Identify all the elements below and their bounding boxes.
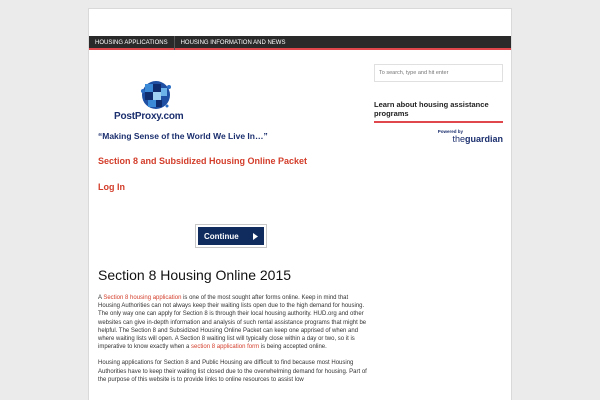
- sidebar: [374, 61, 503, 144]
- powered-by-label: Powered by: [437, 129, 463, 134]
- page-container: [88, 8, 512, 400]
- guardian-name: guardian: [464, 134, 503, 144]
- guardian-badge[interactable]: [374, 129, 503, 144]
- guardian-wordmark-text: [452, 134, 503, 144]
- sidebar-widget-title: Learn about housing assistance programs: [374, 100, 489, 118]
- site-logo[interactable]: [114, 79, 194, 125]
- intro-paragraph: [98, 294, 368, 351]
- logo-text: PostProxy.com: [114, 111, 184, 122]
- continue-button-frame: [195, 224, 267, 248]
- puzzle-globe-icon: [136, 79, 176, 113]
- guardian-the: the: [452, 134, 465, 144]
- nav-item-housing-applications[interactable]: HOUSING APPLICATIONS: [95, 40, 168, 46]
- second-paragraph: Housing applications for Section 8 and Public Housing are difficult to find because most Housing Authorities have to keep their waiting list closed due to the overwhelming demand for housing. Part of the purpose of this website is to provide links to online resources to assist low: [98, 360, 367, 383]
- site-tagline: “Making Sense of the World We Live In…”: [98, 131, 268, 141]
- main-nav: [89, 36, 512, 50]
- login-link[interactable]: Log In: [98, 182, 125, 192]
- arrow-right-icon: [253, 233, 258, 240]
- guardian-wordmark: [452, 134, 503, 144]
- main-content: [98, 57, 368, 384]
- continue-label: Continue: [204, 231, 239, 241]
- application-form-link[interactable]: section 8 application form: [191, 344, 260, 351]
- packet-link[interactable]: Section 8 and Subsidized Housing Online Packet: [98, 156, 308, 166]
- page-heading: Section 8 Housing Online 2015: [98, 267, 292, 283]
- sidebar-title-rule: [374, 121, 503, 123]
- continue-button[interactable]: [198, 227, 264, 245]
- intro-text-a: A: [98, 295, 104, 301]
- intro-text-c: is being accepted online.: [259, 344, 327, 351]
- intro-text-b: is one of the most sought after forms online. Keep in mind that Housing Authorities can not always keep their waiting lists open due to the high demand for housing. The only way one can apply for Section 8 is through their local housing authority. HUD.org and other websites can give in-depth information and analysis of such rental assistance programs that might be helpful. The Section 8 and Subsidized Housing Online Packet can keep one apprised of when and where waiting lists will open. A Section 8 waiting list will typically close within a day or two, so it is imperative to know exactly when a: [98, 295, 367, 351]
- search-input[interactable]: [374, 64, 503, 82]
- section8-application-link[interactable]: Section 8 housing application: [103, 295, 182, 301]
- nav-item-housing-information[interactable]: HOUSING INFORMATION AND NEWS: [180, 40, 286, 46]
